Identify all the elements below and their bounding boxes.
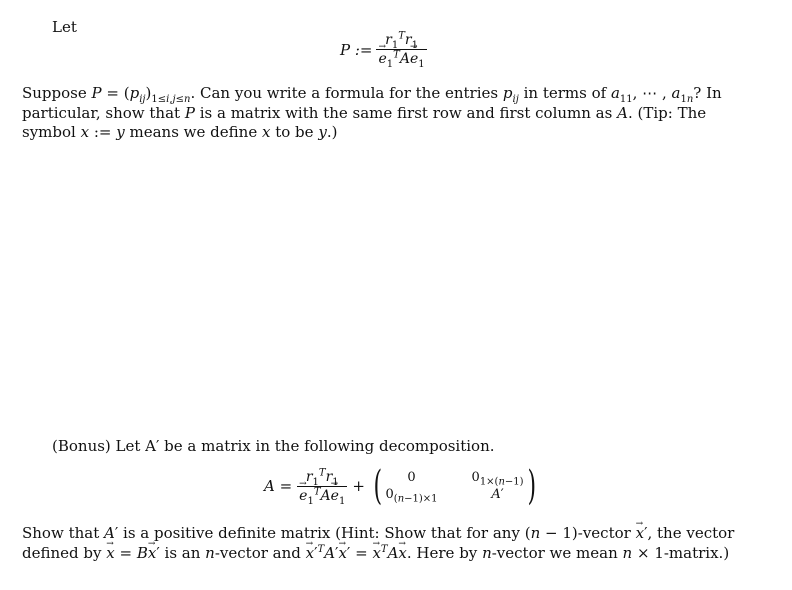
fraction2-denominator: → $e_1^TA\to e_1$ bbox=[297, 486, 347, 504]
q2-p7: . Here by bbox=[406, 543, 478, 562]
fraction-r1-over-e1ae1 bbox=[376, 30, 426, 70]
q1-part1: Can you write a formula for the entries bbox=[200, 84, 499, 102]
right-paren: ) bbox=[527, 463, 536, 509]
q2-p6: -vector and bbox=[214, 543, 301, 562]
matrix-cell-21: $0_{(n-1)\times 1}$ bbox=[385, 487, 438, 505]
q1-part6: means we define bbox=[129, 123, 258, 141]
equation-p-definition bbox=[340, 30, 427, 70]
fraction2-numerator: $r_1^Tr_1$ bbox=[305, 466, 339, 488]
equation-lhs: P := bbox=[340, 40, 373, 59]
matrix-cell-11: 0 bbox=[407, 470, 416, 485]
q2-p1: Show that bbox=[22, 524, 100, 542]
q1-part5: . (Tip: The symbol bbox=[22, 103, 707, 141]
question-paragraph-1: Suppose $P = (p_{ij})_{1\le i,j\le n}$. Can you write a formula for the entries $p_{ij}$ in terms of $a_{11}$, ⋯ , $a_{1n}$? In particular, show that P is a matrix with the same first row and first column as A. (Tip: The symbol x := y means we define x to be y.) bbox=[22, 84, 722, 141]
q2-p4: , the vector defined by bbox=[22, 524, 735, 562]
plus-sign: + bbox=[352, 477, 365, 495]
q2-p8: -vector we mean bbox=[491, 543, 618, 562]
bonus-heading: (Bonus) Let A′ be a matrix in the following decomposition. bbox=[52, 437, 495, 455]
block-matrix bbox=[370, 463, 539, 509]
q2-p2: is a positive definite matrix (Hint: Show that for any bbox=[123, 524, 520, 542]
fraction-denominator: → $e_1^TA\to e_1$ bbox=[376, 49, 426, 67]
q1-part7: to be bbox=[275, 123, 314, 141]
equation-decomposition bbox=[264, 463, 539, 509]
matrix-grid bbox=[385, 470, 524, 505]
fraction-r1-over-e1ae1-2 bbox=[297, 466, 347, 507]
q2-p9: 1-matrix.) bbox=[654, 543, 730, 562]
fraction-numerator: $r_1^Tr_1$ bbox=[385, 30, 418, 51]
q1-part2: in terms of bbox=[523, 84, 607, 102]
matrix-cell-12: $0_{1\times(n-1)}$ bbox=[471, 470, 524, 488]
q1-prefix: Suppose bbox=[22, 84, 87, 102]
let-text: Let bbox=[52, 18, 77, 36]
q1-part4: is a matrix with the same first row and first column as bbox=[199, 103, 613, 122]
q2-p3: -vector bbox=[577, 524, 631, 542]
q1-end: .) bbox=[326, 123, 338, 141]
q2-p5: is an bbox=[164, 543, 201, 562]
equation2-lhs: A = bbox=[264, 477, 293, 495]
left-paren: ( bbox=[373, 463, 382, 509]
matrix-cell-22: A′ bbox=[491, 487, 504, 502]
question-paragraph-2: Show that A′ is a positive definite matrix (Hint: Show that for any (n − 1)-vector → x′, the vector defined by → x = B→ x′ is an n-vector and → $x'^TA'\to x'$ = → $x^TA\to x$. Here by n-vector we mean n × 1-matrix.) bbox=[22, 524, 758, 563]
q1-part3: ? In particular, show that bbox=[22, 84, 722, 122]
